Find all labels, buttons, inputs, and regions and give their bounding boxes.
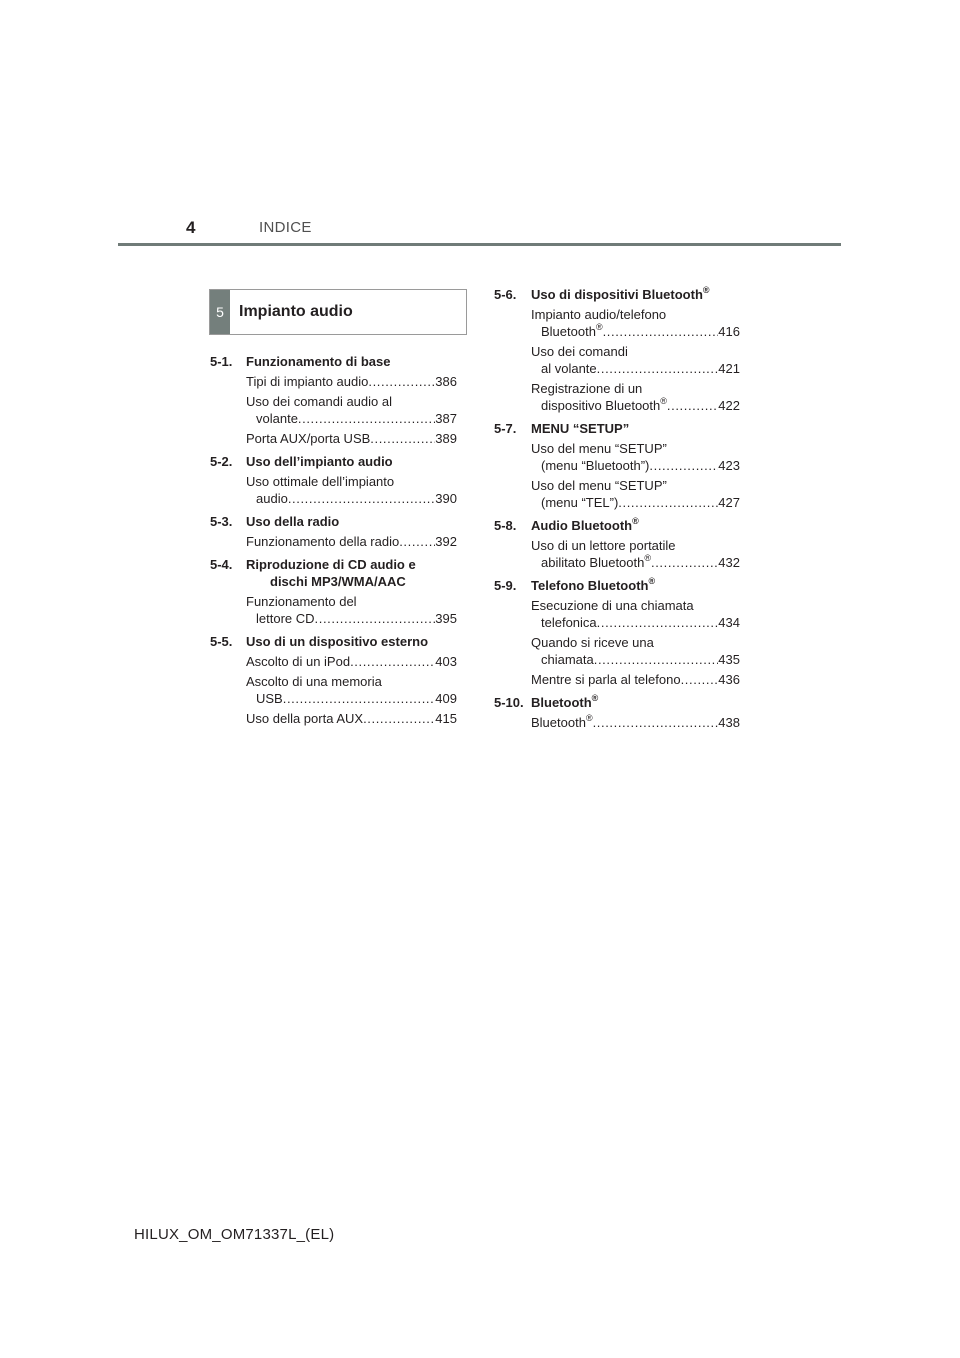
toc-section bbox=[494, 420, 754, 511]
toc-entry-text: Uso della porta AUX bbox=[246, 711, 364, 726]
toc-page-number: 432 bbox=[718, 555, 740, 570]
toc-entry-title: Uso dei comandi audio al bbox=[246, 394, 392, 409]
toc-section-number: 5-3. bbox=[210, 514, 233, 529]
toc-page-number: 416 bbox=[718, 324, 740, 339]
toc-page-number: 435 bbox=[718, 652, 740, 667]
toc-entry-leader-line bbox=[531, 671, 740, 688]
header-title: INDICE bbox=[259, 219, 312, 236]
toc-page-number: 436 bbox=[718, 672, 740, 687]
toc-entry[interactable] bbox=[246, 430, 457, 447]
toc-entry[interactable] bbox=[531, 380, 740, 414]
toc-page-number: 427 bbox=[718, 495, 740, 510]
toc-entry-leader-line bbox=[246, 710, 457, 727]
toc-section bbox=[494, 517, 754, 571]
toc-section-title bbox=[246, 353, 470, 370]
toc-entry-title: Uso del menu “SETUP” bbox=[531, 441, 667, 456]
toc-entry-leader-line bbox=[246, 410, 457, 427]
toc-entry-title: Uso dei comandi bbox=[531, 344, 628, 359]
header-divider bbox=[118, 243, 841, 246]
toc-section bbox=[494, 694, 754, 731]
toc-entry-text: Bluetooth® bbox=[531, 713, 593, 730]
dot-leader bbox=[618, 494, 718, 511]
toc-section bbox=[494, 577, 754, 688]
toc-entry[interactable] bbox=[246, 533, 457, 550]
toc-section-title bbox=[246, 633, 470, 650]
toc-entry-title: Ascolto di una memoria bbox=[246, 674, 382, 689]
registered-mark: ® bbox=[644, 553, 651, 563]
toc-entry[interactable] bbox=[246, 393, 457, 427]
toc-section-number: 5-10. bbox=[494, 695, 524, 710]
toc-section-number: 5-4. bbox=[210, 557, 233, 572]
section-title: Impianto audio bbox=[239, 303, 353, 320]
toc-entry-leader-line bbox=[246, 653, 457, 670]
toc-entry-leader-line bbox=[531, 323, 740, 340]
toc-section-number: 5-9. bbox=[494, 578, 517, 593]
toc-page-number: 392 bbox=[435, 534, 457, 549]
toc-entry-text: al volante bbox=[541, 361, 597, 376]
toc-section-title-text: Audio Bluetooth bbox=[531, 518, 633, 533]
registered-mark: ® bbox=[648, 576, 656, 586]
toc-entry-title: Uso di un lettore portatile bbox=[531, 538, 676, 553]
toc-page-number: 434 bbox=[718, 615, 740, 630]
toc-section-heading bbox=[494, 577, 754, 594]
registered-mark: ® bbox=[632, 516, 639, 526]
toc-entry-leader-line bbox=[531, 614, 740, 631]
toc-entry-text: (menu “TEL”) bbox=[541, 495, 619, 510]
toc-entry[interactable] bbox=[531, 440, 740, 474]
toc-section-heading bbox=[494, 517, 754, 534]
toc-entry-leader-line bbox=[531, 457, 740, 474]
toc-entry-title: Registrazione di un bbox=[531, 381, 643, 396]
toc-section-title bbox=[531, 517, 754, 534]
dot-leader bbox=[603, 323, 719, 340]
toc-page-number: 387 bbox=[435, 411, 457, 426]
toc-page-number: 386 bbox=[435, 374, 457, 389]
toc-entry-leader-line bbox=[246, 430, 457, 447]
toc-page-number: 421 bbox=[718, 361, 740, 376]
toc-entry-leader-line bbox=[246, 690, 457, 707]
dot-leader bbox=[593, 714, 719, 731]
toc-entry-text: Porta AUX/porta USB bbox=[246, 431, 371, 446]
page-number: 4 bbox=[186, 218, 196, 237]
registered-mark: ® bbox=[591, 693, 599, 703]
toc-entry[interactable] bbox=[246, 473, 457, 507]
dot-leader bbox=[368, 373, 435, 390]
toc-entry-leader-line bbox=[531, 360, 740, 377]
toc-entry-text: Tipi di impianto audio bbox=[246, 374, 369, 389]
toc-section bbox=[210, 633, 470, 727]
dot-leader bbox=[597, 614, 719, 631]
toc-section-heading bbox=[210, 513, 470, 530]
toc-section-number: 5-2. bbox=[210, 454, 233, 469]
toc-page-number: 415 bbox=[435, 711, 457, 726]
toc-entry-text: Bluetooth® bbox=[541, 322, 603, 339]
toc-entry-leader-line bbox=[246, 533, 457, 550]
dot-leader bbox=[350, 653, 435, 670]
toc-entry-leader-line bbox=[246, 490, 457, 507]
toc-section-number: 5-5. bbox=[210, 634, 233, 649]
toc-entry-text: Ascolto di un iPod bbox=[246, 654, 351, 669]
toc-section bbox=[494, 286, 754, 414]
dot-leader bbox=[681, 671, 719, 688]
toc-entry-title: Uso del menu “SETUP” bbox=[531, 478, 667, 493]
toc-section-title bbox=[246, 513, 470, 530]
toc-section-number: 5-7. bbox=[494, 421, 517, 436]
toc-section-title bbox=[531, 694, 754, 711]
toc-entry[interactable] bbox=[246, 373, 457, 390]
dot-leader bbox=[649, 457, 718, 474]
dot-leader bbox=[667, 397, 718, 414]
toc-entry-text: Funzionamento della radio bbox=[246, 534, 400, 549]
toc-page-number: 422 bbox=[718, 398, 740, 413]
toc-entry[interactable] bbox=[531, 714, 740, 731]
toc-section-heading bbox=[494, 694, 754, 711]
toc-section-title bbox=[531, 420, 754, 437]
toc-entry-text: lettore CD bbox=[256, 611, 315, 626]
dot-leader bbox=[283, 690, 436, 707]
toc-section-heading bbox=[210, 453, 470, 470]
registered-mark: ® bbox=[585, 713, 593, 723]
toc-entry-leader-line bbox=[531, 494, 740, 511]
dot-leader bbox=[288, 490, 435, 507]
registered-mark: ® bbox=[595, 322, 603, 332]
toc-section-heading bbox=[494, 286, 754, 303]
toc-entry-text: Mentre si parla al telefono bbox=[531, 672, 681, 687]
toc-entry[interactable] bbox=[246, 673, 457, 707]
toc-section-heading bbox=[210, 633, 470, 650]
toc-section-number: 5-6. bbox=[494, 287, 517, 302]
toc-entry-leader-line bbox=[246, 610, 457, 627]
toc-entry-leader-line bbox=[246, 373, 457, 390]
toc-section-heading bbox=[210, 556, 470, 590]
dot-leader bbox=[298, 410, 435, 427]
toc-entry[interactable] bbox=[531, 343, 740, 377]
toc-section-title-continued: dischi MP3/WMA/AAC bbox=[270, 574, 406, 589]
toc-section-heading bbox=[210, 353, 470, 370]
toc-section-title-text: Telefono Bluetooth bbox=[531, 578, 649, 593]
toc-entry-text: dispositivo Bluetooth® bbox=[541, 396, 667, 413]
toc-section bbox=[210, 513, 470, 550]
toc-section-title-text: Riproduzione di CD audio e bbox=[246, 557, 416, 572]
toc-entry-leader-line bbox=[531, 651, 740, 668]
dot-leader bbox=[363, 710, 435, 727]
toc-column-right bbox=[494, 286, 754, 737]
toc-page-number: 389 bbox=[435, 431, 457, 446]
registered-mark: ® bbox=[702, 285, 710, 295]
dot-leader bbox=[651, 554, 718, 571]
dot-leader bbox=[370, 430, 435, 447]
section-heading-box bbox=[209, 289, 467, 335]
toc-entry-text: (menu “Bluetooth”) bbox=[541, 458, 650, 473]
section-number-tab: 5 bbox=[210, 290, 230, 334]
toc-entry[interactable] bbox=[531, 634, 740, 668]
registered-mark: ® bbox=[660, 396, 667, 406]
toc-section-title-text: Uso di dispositivi Bluetooth bbox=[531, 287, 703, 302]
toc-entry[interactable] bbox=[531, 537, 740, 571]
toc-page-number: 409 bbox=[435, 691, 457, 706]
toc-entry-title: Funzionamento del bbox=[246, 594, 357, 609]
toc-section bbox=[210, 353, 470, 447]
toc-section-title bbox=[531, 577, 754, 594]
toc-section-title-text: Uso di un dispositivo esterno bbox=[246, 634, 429, 649]
dot-leader bbox=[594, 651, 719, 668]
toc-page-number: 390 bbox=[435, 491, 457, 506]
toc-entry-text: chiamata bbox=[541, 652, 594, 667]
toc-section-title-text: Uso della radio bbox=[246, 514, 340, 529]
toc-section bbox=[210, 556, 470, 627]
toc-section-number: 5-8. bbox=[494, 518, 517, 533]
dot-leader bbox=[315, 610, 436, 627]
toc-page-number: 395 bbox=[435, 611, 457, 626]
toc-column-left bbox=[210, 353, 470, 733]
toc-entry-title: Impianto audio/telefono bbox=[531, 307, 667, 322]
toc-entry-leader-line bbox=[531, 397, 740, 414]
toc-entry-text: volante bbox=[256, 411, 298, 426]
toc-entry-title: Uso ottimale dell’impianto bbox=[246, 474, 395, 489]
toc-section-title bbox=[246, 556, 470, 590]
toc-section-number: 5-1. bbox=[210, 354, 233, 369]
toc-section-title bbox=[246, 453, 470, 470]
toc-section-title-text: Bluetooth bbox=[531, 695, 592, 710]
toc-entry-leader-line bbox=[531, 554, 740, 571]
toc-entry-text: telefonica bbox=[541, 615, 597, 630]
toc-section bbox=[210, 453, 470, 507]
toc-page-number: 403 bbox=[435, 654, 457, 669]
dot-leader bbox=[399, 533, 435, 550]
toc-entry-text: USB bbox=[256, 691, 283, 706]
toc-entry[interactable] bbox=[246, 710, 457, 727]
toc-entry[interactable] bbox=[531, 597, 740, 631]
document-id: HILUX_OM_OM71337L_(EL) bbox=[134, 1226, 335, 1243]
toc-entry[interactable] bbox=[531, 477, 740, 511]
toc-entry[interactable] bbox=[531, 306, 740, 340]
toc-entry[interactable] bbox=[531, 671, 740, 688]
toc-section-title-text: Funzionamento di base bbox=[246, 354, 391, 369]
toc-page-number: 438 bbox=[718, 715, 740, 730]
toc-entry-title: Esecuzione di una chiamata bbox=[531, 598, 694, 613]
dot-leader bbox=[597, 360, 719, 377]
toc-entry-leader-line bbox=[531, 714, 740, 731]
toc-entry[interactable] bbox=[246, 653, 457, 670]
toc-section-heading bbox=[494, 420, 754, 437]
toc-entry-title: Quando si riceve una bbox=[531, 635, 654, 650]
toc-entry-text: audio bbox=[256, 491, 288, 506]
toc-entry-text: abilitato Bluetooth® bbox=[541, 553, 651, 570]
toc-entry[interactable] bbox=[246, 593, 457, 627]
toc-page-number: 423 bbox=[718, 458, 740, 473]
toc-section-title-text: Uso dell’impianto audio bbox=[246, 454, 393, 469]
toc-section-title-text: MENU “SETUP” bbox=[531, 421, 630, 436]
toc-section-title bbox=[531, 286, 754, 303]
